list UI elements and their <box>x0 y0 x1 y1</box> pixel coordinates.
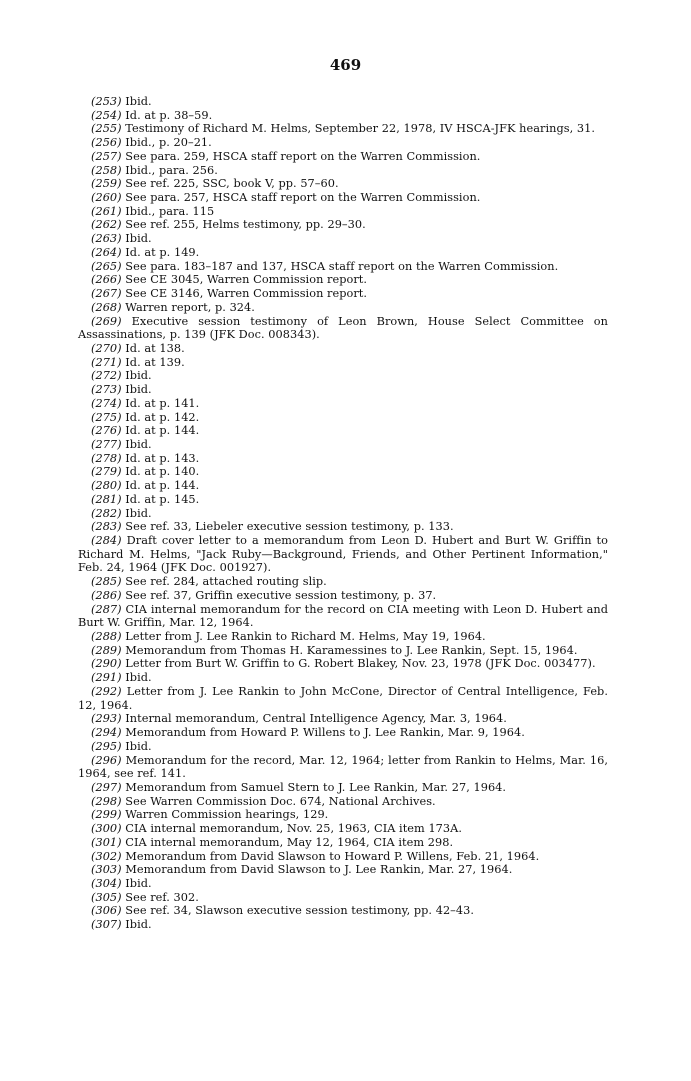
footnote-text: Id. at 138. <box>125 341 185 355</box>
footnote-entry <box>78 685 608 712</box>
footnote-entry <box>78 465 608 479</box>
footnote-entry <box>78 603 608 630</box>
footnote-number: (271) <box>91 355 122 369</box>
footnote-number: (268) <box>91 300 122 314</box>
footnote-number: (300) <box>91 822 122 836</box>
footnote-entry <box>78 712 608 726</box>
footnote-text: See ref. 302. <box>125 890 199 904</box>
footnote-number: (260) <box>91 191 122 205</box>
footnote-text: Id. at p. 144. <box>125 424 200 438</box>
footnote-number: (279) <box>91 465 122 479</box>
page-number: 469 <box>329 56 362 74</box>
footnote-number: (304) <box>91 876 122 890</box>
footnote-number: (280) <box>91 479 122 493</box>
footnote-text: See ref. 33, Liebeler executive session testimony, p. 133. <box>125 520 454 534</box>
footnote-entry <box>78 493 608 507</box>
footnote-number: (281) <box>91 492 122 506</box>
footnote-number: (272) <box>91 369 122 383</box>
footnote-number: (266) <box>91 273 122 287</box>
footnote-text: See ref. 255, Helms testimony, pp. 29–30. <box>125 218 366 232</box>
footnote-text: Draft cover letter to a memorandum from Leon D. Hubert and Burt W. Griffin to Richard M. Helms, "Jack Ruby—Background, Friends, and Other Pertinent Information," Feb. 24, 1964 (JFK Doc. 001927). <box>78 534 608 575</box>
footnote-entry <box>78 301 608 315</box>
footnote-number: (276) <box>91 424 122 438</box>
footnote-number: (273) <box>91 383 122 397</box>
footnote-text: Ibid. <box>125 383 152 397</box>
footnote-entry <box>78 575 608 589</box>
footnote-entry <box>78 246 608 260</box>
footnote-number: (293) <box>91 712 122 726</box>
footnote-number: (257) <box>91 149 122 163</box>
footnote-text: Ibid., para. 256. <box>125 163 218 177</box>
footnote-entry <box>78 287 608 301</box>
footnote-entry <box>78 411 608 425</box>
footnote-text: Memorandum for the record, Mar. 12, 1964; letter from Rankin to Helms, Mar. 16, 1964, see ref. 141. <box>78 753 608 781</box>
footnote-text: Id. at p. 140. <box>125 465 200 479</box>
footnote-entry <box>78 342 608 356</box>
footnote-text: Id. at 139. <box>125 355 185 369</box>
footnote-number: (294) <box>91 726 122 740</box>
footnote-entry <box>78 918 608 932</box>
footnote-entry <box>78 740 608 754</box>
footnote-number: (303) <box>91 863 122 877</box>
footnote-number: (269) <box>91 314 122 328</box>
footnote-entry <box>78 356 608 370</box>
footnote-entry <box>78 424 608 438</box>
footnote-text: CIA internal memorandum for the record on CIA meeting with Leon D. Hubert and Burt W. Griffin, Mar. 12, 1964. <box>78 602 608 630</box>
footnote-text: See para. 183–187 and 137, HSCA staff report on the Warren Commission. <box>125 259 559 273</box>
footnote-entry <box>78 369 608 383</box>
footnote-text: Ibid. <box>125 918 152 932</box>
footnote-text: See ref. 225, SSC, book V, pp. 57–60. <box>125 177 339 191</box>
footnote-text: See CE 3146, Warren Commission report. <box>125 287 368 301</box>
footnote-number: (254) <box>91 108 122 122</box>
footnote-text: Id. at p. 142. <box>125 410 200 424</box>
footnote-entry <box>78 438 608 452</box>
footnote-number: (305) <box>91 890 122 904</box>
footnote-text: Id. at p. 143. <box>125 451 200 465</box>
footnote-text: Ibid., para. 115 <box>125 204 215 218</box>
footnote-text: Letter from J. Lee Rankin to John McCone, Director of Central Intelligence, Feb. 12, 1964. <box>78 684 608 712</box>
footnote-number: (291) <box>91 671 122 685</box>
footnote-number: (307) <box>91 918 122 932</box>
footnote-text: Warren Commission hearings, 129. <box>125 808 329 822</box>
footnote-entry <box>78 507 608 521</box>
footnote-number: (278) <box>91 451 122 465</box>
footnote-entry <box>78 520 608 534</box>
footnote-number: (259) <box>91 177 122 191</box>
footnote-entry <box>78 850 608 864</box>
footnote-number: (277) <box>91 437 122 451</box>
footnote-text: Ibid. <box>125 95 152 108</box>
footnote-entry <box>78 754 608 781</box>
footnote-text: Memorandum from David Slawson to J. Lee Rankin, Mar. 27, 1964. <box>125 863 513 877</box>
footnote-number: (297) <box>91 780 122 794</box>
footnote-text: Ibid. <box>125 232 152 246</box>
footnote-text: Memorandum from David Slawson to Howard P. Willens, Feb. 21, 1964. <box>125 849 540 863</box>
footnote-entry <box>78 315 608 342</box>
footnote-number: (274) <box>91 396 122 410</box>
footnote-text: Ibid. <box>125 437 152 451</box>
footnote-number: (285) <box>91 575 122 589</box>
footnote-entry <box>78 95 608 109</box>
footnote-entry <box>78 891 608 905</box>
footnote-text: CIA internal memorandum, Nov. 25, 1963, CIA item 173A. <box>125 822 463 836</box>
footnote-number: (289) <box>91 643 122 657</box>
footnote-number: (265) <box>91 259 122 273</box>
footnote-text: See para. 259, HSCA staff report on the Warren Commission. <box>125 149 481 163</box>
footnote-entry <box>78 836 608 850</box>
footnote-entry <box>78 644 608 658</box>
footnote-number: (262) <box>91 218 122 232</box>
footnote-entry <box>78 205 608 219</box>
footnote-number: (282) <box>91 506 122 520</box>
footnote-number: (287) <box>91 602 122 616</box>
footnote-number: (255) <box>91 122 122 136</box>
footnote-entry <box>78 904 608 918</box>
footnote-entry <box>78 122 608 136</box>
footnote-entry <box>78 877 608 891</box>
footnote-number: (286) <box>91 588 122 602</box>
footnote-text: Ibid. <box>125 506 152 520</box>
footnote-entry <box>78 452 608 466</box>
footnote-number: (256) <box>91 136 122 150</box>
footnote-entry <box>78 657 608 671</box>
footnote-number: (261) <box>91 204 122 218</box>
footnote-text: Ibid. <box>125 671 152 685</box>
footnote-text: Warren report, p. 324. <box>125 300 255 314</box>
footnote-text: See ref. 34, Slawson executive session testimony, pp. 42–43. <box>125 904 474 918</box>
footnote-entry <box>78 630 608 644</box>
footnote-entry <box>78 109 608 123</box>
footnote-entry <box>78 671 608 685</box>
footnote-number: (288) <box>91 630 122 644</box>
footnote-number: (296) <box>91 753 122 767</box>
footnote-number: (267) <box>91 287 122 301</box>
footnote-text: Letter from Burt W. Griffin to G. Robert Blakey, Nov. 23, 1978 (JFK Doc. 003477). <box>125 657 596 671</box>
footnote-entry <box>78 795 608 809</box>
footnote-number: (263) <box>91 232 122 246</box>
footnote-entry <box>78 397 608 411</box>
footnote-number: (298) <box>91 794 122 808</box>
footnote-text: Letter from J. Lee Rankin to Richard M. Helms, May 19, 1964. <box>125 630 486 644</box>
footnote-list <box>78 95 608 932</box>
footnote-entry <box>78 177 608 191</box>
footnote-text: Id. at p. 149. <box>125 245 200 259</box>
footnote-entry <box>78 136 608 150</box>
footnote-entry <box>78 589 608 603</box>
footnote-number: (295) <box>91 739 122 753</box>
footnote-number: (264) <box>91 245 122 259</box>
footnote-text: See para. 257, HSCA staff report on the Warren Commission. <box>125 191 481 205</box>
footnote-entry <box>78 863 608 877</box>
footnote-number: (302) <box>91 849 122 863</box>
footnote-text: Id. at p. 38–59. <box>125 108 213 122</box>
footnote-entry <box>78 479 608 493</box>
footnote-text: Memorandum from Thomas H. Karamessines to J. Lee Rankin, Sept. 15, 1964. <box>125 643 578 657</box>
footnote-text: See ref. 284, attached routing slip. <box>125 575 327 589</box>
footnote-entry <box>78 150 608 164</box>
footnote-entry <box>78 534 608 575</box>
footnote-text: Ibid. <box>125 369 152 383</box>
footnote-entry <box>78 808 608 822</box>
footnote-text: Testimony of Richard M. Helms, September 22, 1978, IV HSCA-JFK hearings, 31. <box>125 122 595 136</box>
footnote-entry <box>78 726 608 740</box>
footnote-entry <box>78 822 608 836</box>
footnote-text: Executive session testimony of Leon Brown, House Select Committee on Assassinations, p. 139 (JFK Doc. 008343). <box>78 314 608 342</box>
footnote-number: (292) <box>91 684 122 698</box>
footnote-text: Memorandum from Samuel Stern to J. Lee Rankin, Mar. 27, 1964. <box>125 780 507 794</box>
footnote-number: (253) <box>91 95 122 108</box>
footnote-text: Ibid. <box>125 876 152 890</box>
footnote-text: CIA internal memorandum, May 12, 1964, CIA item 298. <box>125 835 454 849</box>
footnote-text: Ibid., p. 20–21. <box>125 136 212 150</box>
footnote-entry <box>78 218 608 232</box>
footnote-entry <box>78 191 608 205</box>
footnote-number: (299) <box>91 808 122 822</box>
footnote-text: See CE 3045, Warren Commission report. <box>125 273 368 287</box>
footnote-entry <box>78 260 608 274</box>
footnote-number: (306) <box>91 904 122 918</box>
footnote-text: Ibid. <box>125 739 152 753</box>
footnote-entry <box>78 781 608 795</box>
footnote-text: Id. at p. 144. <box>125 479 200 493</box>
footnote-entry <box>78 164 608 178</box>
footnote-number: (301) <box>91 835 122 849</box>
footnote-number: (284) <box>91 534 122 547</box>
footnote-number: (258) <box>91 163 122 177</box>
footnote-entry <box>78 232 608 246</box>
footnote-number: (275) <box>91 410 122 424</box>
footnote-text: See Warren Commission Doc. 674, National Archives. <box>125 794 436 808</box>
footnote-text: Memorandum from Howard P. Willens to J. Lee Rankin, Mar. 9, 1964. <box>125 726 525 740</box>
footnote-entry <box>78 383 608 397</box>
footnote-text: Id. at p. 141. <box>125 396 200 410</box>
footnote-text: Id. at p. 145. <box>125 492 200 506</box>
footnote-number: (270) <box>91 341 122 355</box>
footnote-text: See ref. 37, Griffin executive session testimony, p. 37. <box>125 588 437 602</box>
footnote-number: (290) <box>91 657 122 671</box>
footnote-text: Internal memorandum, Central Intelligence Agency, Mar. 3, 1964. <box>125 712 507 726</box>
footnote-number: (283) <box>91 520 122 534</box>
footnote-entry <box>78 273 608 287</box>
